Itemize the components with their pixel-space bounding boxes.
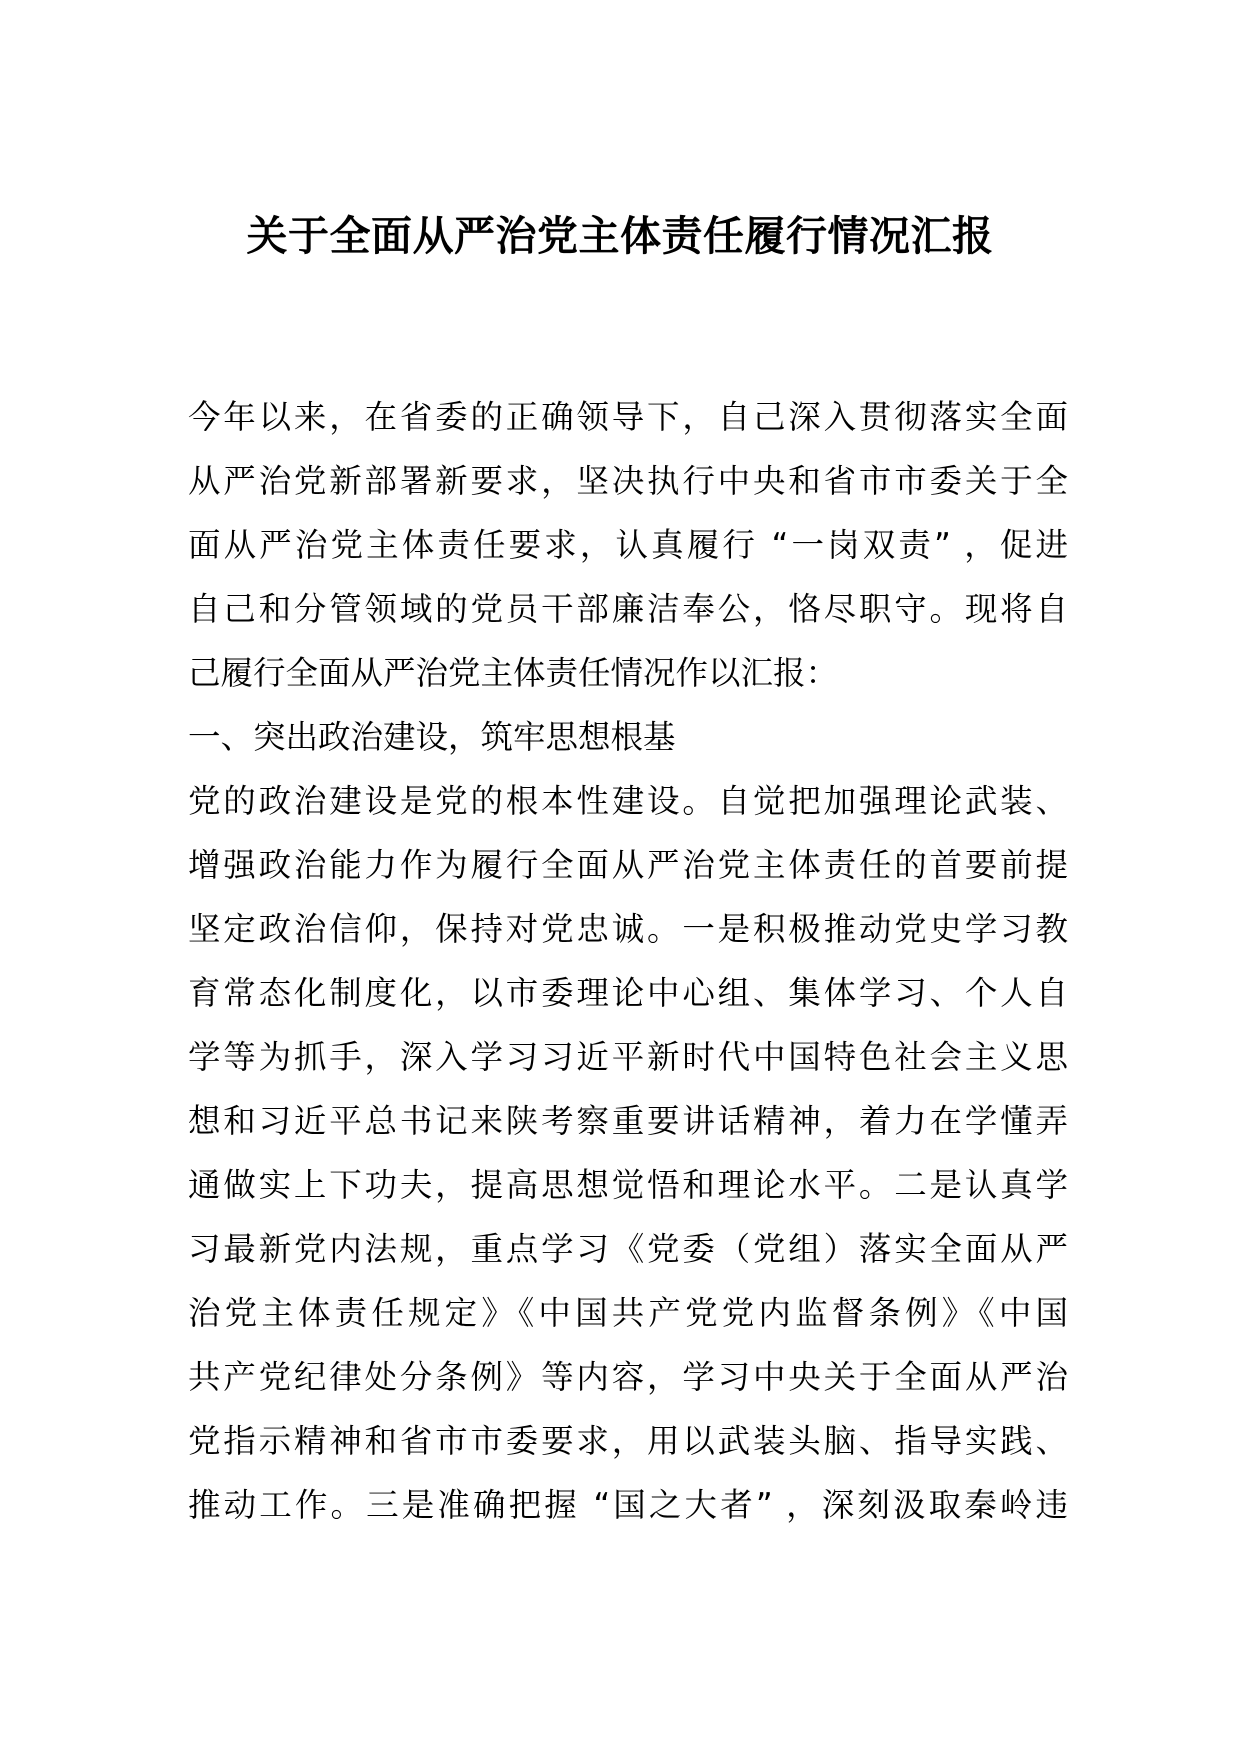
paragraph-line: 治党主体责任规定》《中国共产党党内监督条例》《中国 [188, 1294, 1068, 1332]
paragraph-line: 共产党纪律处分条例》等内容，学习中央关于全面从严治 [188, 1358, 1068, 1396]
paragraph-line: 面从严治党主体责任要求，认真履行 “一岗双责” ，促进 [188, 526, 1068, 564]
paragraph-line: 育常态化制度化，以市委理论中心组、集体学习、个人自 [188, 974, 1068, 1012]
paragraph-line: 学等为抓手，深入学习习近平新时代中国特色社会主义思 [188, 1038, 1068, 1076]
document-body [188, 385, 1068, 1537]
paragraph-line: 增强政治能力作为履行全面从严治党主体责任的首要前提 [188, 846, 1068, 884]
paragraph-line: 党指示精神和省市市委要求，用以武装头脑、指导实践、 [188, 1422, 1068, 1460]
paragraph-line: 习最新党内法规，重点学习《党委（党组）落实全面从严 [188, 1230, 1068, 1268]
paragraph-line: 推动工作。三是准确把握 “国之大者” ，深刻汲取秦岭违 [188, 1486, 1068, 1524]
section-heading: 一、突出政治建设，筑牢思想根基 [188, 718, 676, 756]
paragraph-line: 自己和分管领域的党员干部廉洁奉公，恪尽职守。现将自 [188, 590, 1068, 628]
document-title: 关于全面从严治党主体责任履行情况汇报 [246, 212, 994, 260]
paragraph-line: 己履行全面从严治党主体责任情况作以汇报： [188, 654, 839, 692]
paragraph-line: 今年以来，在省委的正确领导下，自己深入贯彻落实全面 [188, 398, 1068, 436]
paragraph-line: 党的政治建设是党的根本性建设。自觉把加强理论武装、 [188, 782, 1068, 820]
paragraph-line: 从严治党新部署新要求，坚决执行中央和省市市委关于全 [188, 462, 1068, 500]
paragraph-line: 坚定政治信仰，保持对党忠诚。一是积极推动党史学习教 [188, 910, 1068, 948]
paragraph-line: 想和习近平总书记来陕考察重要讲话精神，着力在学懂弄 [188, 1102, 1068, 1140]
paragraph-line: 通做实上下功夫，提高思想觉悟和理论水平。二是认真学 [188, 1166, 1068, 1204]
